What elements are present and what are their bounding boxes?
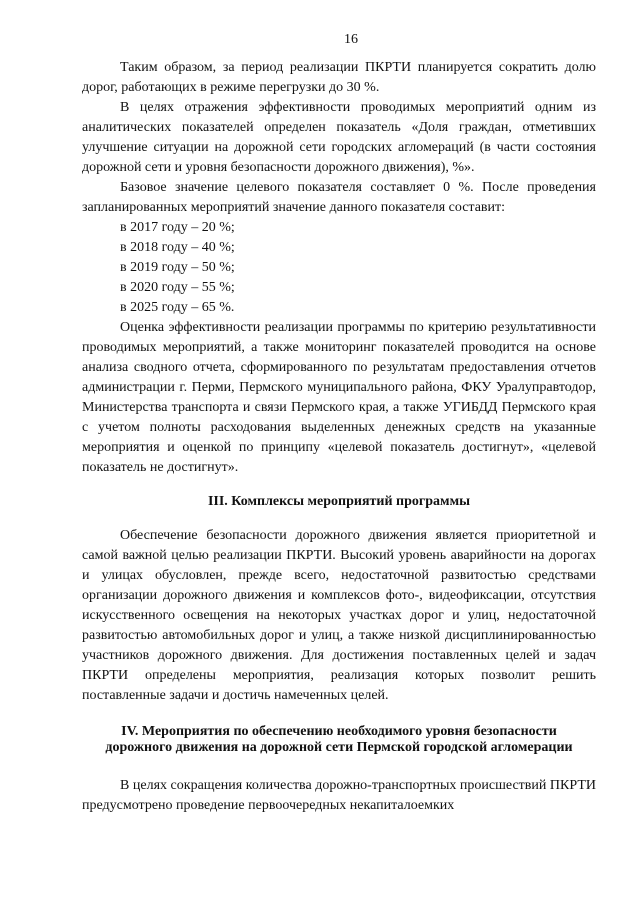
- section-3-heading: III. Комплексы мероприятий программы: [207, 494, 471, 509]
- target-item-2018: в 2018 году – 40 %;: [120, 240, 235, 255]
- section-4-heading: [82, 724, 596, 756]
- target-item-2020: в 2020 году – 55 %;: [120, 280, 235, 295]
- target-item-2017: в 2017 году – 20 %;: [120, 220, 235, 235]
- paragraph-section-3: Обеспечение безопасности дорожного движения является приоритетной и самой важной целью реализации ПКРТИ. Высокий уровень аварийности на дорогах и улицах обусловлен, прежде всего, недостаточной развитостью средствами организации дорожного движения и комплексов фото-, видеофиксации, отсутствия искусственного освещения на некоторых участках дорог и улиц, недостаточной развитостью автомобильных дорог и улиц, а также низкой дисциплинированностью участников дорожного движения. Для достижения поставленных целей и задач ПКРТИ определены мероприятия, реализация которых позволит решить поставленные задачи и достичь намеченных целей.: [82, 528, 596, 703]
- section-4-heading-line-2: дорожного движения на дорожной сети Пермской городской агломерации: [105, 740, 573, 755]
- paragraph-evaluation: Оценка эффективности реализации программы по критерию результативности проводимых мероприятий, а также мониторинг показателей проводится на основе анализа сводного отчета, сформированного по результатам предоставления отчетов администрации г. Перми, Пермского муниципального района, ФКУ Уралуправтодор, Министерства транспорта и связи Пермского края, а также УГИБДД Пермского края с учетом полноты расходования выделенных денежных средств на указанные мероприятия и оценкой по принципу «целевой показатель достигнут», «целевой показатель не достигнут».: [82, 320, 596, 475]
- target-item-2019: в 2019 году – 50 %;: [120, 260, 235, 275]
- paragraph-overload-reduction: Таким образом, за период реализации ПКРТИ планируется сократить долю дорог, работающих в режиме перегрузки до 30 %.: [82, 60, 596, 95]
- target-item-2025: в 2025 году – 65 %.: [120, 300, 235, 315]
- paragraph-section-4: В целях сокращения количества дорожно-транспортных происшествий ПКРТИ предусмотрено проведение первоочередных некапиталоемких: [82, 778, 596, 813]
- targets-list: [82, 218, 596, 318]
- paragraph-base-value: Базовое значение целевого показателя составляет 0 %. После проведения запланированных мероприятий значение данного показателя составит:: [82, 180, 596, 215]
- paragraph-indicator-definition: В целях отражения эффективности проводимых мероприятий одним из аналитических показателей определен показатель «Доля граждан, отметивших улучшение ситуации на дорожной сети городских агломераций (в части состояния дорожной сети и уровня безопасности дорожного движения), %».: [82, 100, 596, 175]
- section-4-heading-line-1: IV. Мероприятия по обеспечению необходимого уровня безопасности: [121, 724, 557, 739]
- document-page: [82, 30, 596, 816]
- page-number: 16: [344, 32, 358, 47]
